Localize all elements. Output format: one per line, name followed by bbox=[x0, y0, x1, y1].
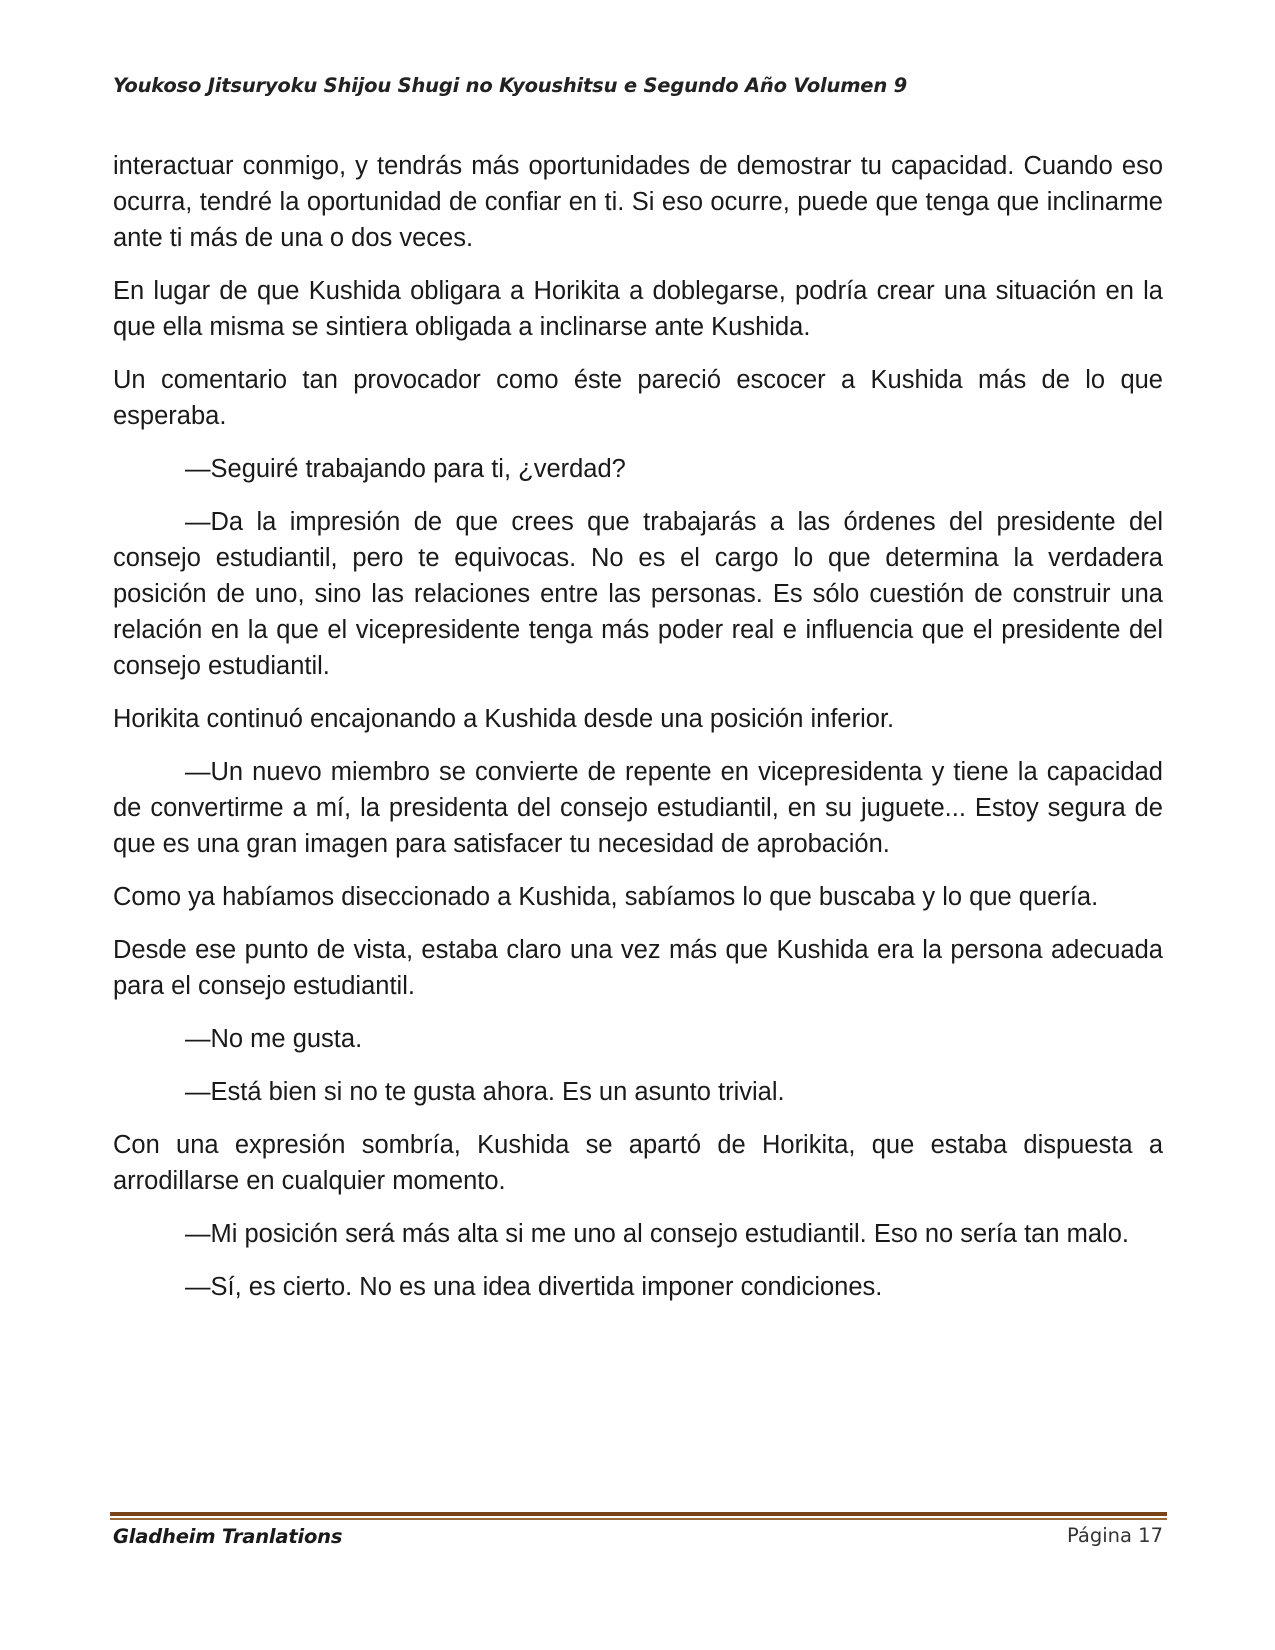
footer-divider-thin bbox=[110, 1518, 1167, 1520]
paragraph: Desde ese punto de vista, estaba claro una vez más que Kushida era la persona adecuada para el consejo estudiantil. bbox=[113, 936, 1163, 1000]
running-header: Youkoso Jitsuryoku Shijou Shugi no Kyoushitsu e Segundo Año Volumen 9 bbox=[113, 74, 907, 97]
paragraph: En lugar de que Kushida obligara a Horikita a doblegarse, podría crear una situación en la que ella misma se sintiera obligada a inclinarse ante Kushida. bbox=[113, 277, 1163, 341]
dialogue-paragraph: —Seguiré trabajando para ti, ¿verdad? bbox=[185, 455, 626, 483]
page-number-value: 17 bbox=[1138, 1524, 1163, 1547]
dialogue-paragraph: —Mi posición será más alta si me uno al consejo estudiantil. Eso no sería tan malo. bbox=[185, 1220, 1129, 1248]
footer-divider bbox=[110, 1512, 1167, 1516]
paragraph: Con una expresión sombría, Kushida se apartó de Horikita, que estaba dispuesta a arrodillarse en cualquier momento. bbox=[113, 1131, 1163, 1195]
dialogue-paragraph: —Da la impresión de que crees que trabajarás a las órdenes del presidente del consejo estudiantil, pero te equivocas. No es el cargo lo que determina la verdadera posición de uno, sino las relaciones entre las personas. Es sólo cuestión de construir una relación en la que el vicepresidente tenga más poder real e influencia que el presidente del consejo estudiantil. bbox=[113, 508, 1163, 680]
paragraph: Como ya habíamos diseccionado a Kushida, sabíamos lo que buscaba y lo que quería. bbox=[113, 883, 1099, 911]
paragraph: Un comentario tan provocador como éste pareció escocer a Kushida más de lo que esperaba. bbox=[113, 366, 1163, 430]
page-body bbox=[113, 148, 1163, 1322]
paragraph: Horikita continuó encajonando a Kushida desde una posición inferior. bbox=[113, 705, 895, 733]
dialogue-paragraph: —Un nuevo miembro se convierte de repente en vicepresidenta y tiene la capacidad de convertirme a mí, la presidenta del consejo estudiantil, en su juguete... Estoy segura de que es una gran imagen para satisfacer tu necesidad de aprobación. bbox=[113, 758, 1163, 858]
paragraph: interactuar conmigo, y tendrás más oportunidades de demostrar tu capacidad. Cuando eso ocurra, tendré la oportunidad de confiar en ti. Si eso ocurre, puede que tenga que inclinarme ante ti más de una o dos veces. bbox=[113, 152, 1163, 252]
page-number bbox=[1067, 1524, 1163, 1547]
translator-credit: Gladheim Tranlations bbox=[113, 1525, 343, 1548]
dialogue-paragraph: —No me gusta. bbox=[185, 1025, 363, 1053]
page-label: Página bbox=[1067, 1524, 1132, 1547]
dialogue-paragraph: —Está bien si no te gusta ahora. Es un asunto trivial. bbox=[185, 1078, 785, 1106]
dialogue-paragraph: —Sí, es cierto. No es una idea divertida imponer condiciones. bbox=[185, 1273, 883, 1301]
